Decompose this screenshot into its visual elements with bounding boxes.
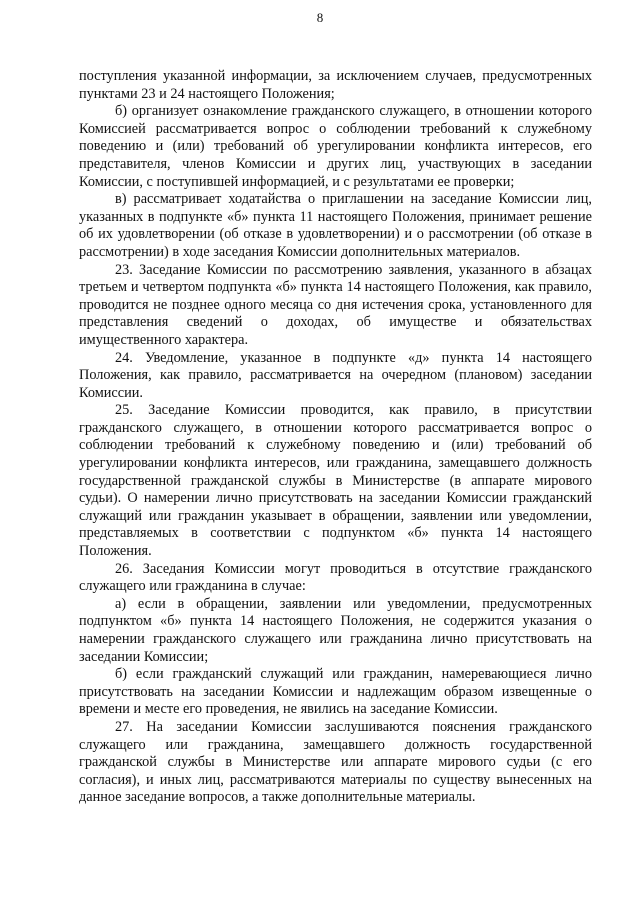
- paragraph-26: 26. Заседания Комиссии могут проводиться в отсутствие гражданского служащего или гражданина в случае:: [79, 560, 592, 595]
- document-body: [79, 68, 592, 807]
- paragraph-22v: в) рассматривает ходатайства о приглашении на заседание Комиссии лиц, указанных в подпункте «б» пункта 11 настоящего Положения, принимает решение об их удовлетворении (об отказе в удовлетворении) и о рассмотрении (об отказе в рассмотрении) в ходе заседания Комиссии дополнительных материалов.: [79, 191, 592, 260]
- paragraph-26b: б) если гражданский служащий или гражданин, намеревающиеся лично присутствовать на заседании Комиссии и надлежащим образом извещенные о времени и месте его проведения, не явились на заседание Комиссии.: [79, 666, 592, 718]
- page-number: 8: [316, 10, 324, 25]
- paragraph-23: 23. Заседание Комиссии по рассмотрению заявления, указанного в абзацах третьем и четвертом подпункта «б» пункта 14 настоящего Положения, как правило, проводится не позднее одного месяца со дня истечения срока, установленного для представления сведений о доходах, об имуществе и обязательствах имущественного характера.: [79, 261, 592, 348]
- paragraph-24: 24. Уведомление, указанное в подпункте «д» пункта 14 настоящего Положения, как правило, рассматривается на очередном (плановом) заседании Комиссии.: [79, 349, 592, 401]
- paragraph-continuation: поступления указанной информации, за исключением случаев, предусмотренных пунктами 23 и 24 настоящего Положения;: [79, 68, 592, 102]
- paragraph-27: 27. На заседании Комиссии заслушиваются пояснения гражданского служащего или гражданина, замещавшего должность государственной гражданской службы в Министерстве или аппарате мирового судьи (с его согласия), и иных лиц, рассматриваются материалы по существу вынесенных на данное заседание вопросов, а также дополнительные материалы.: [79, 718, 592, 806]
- paragraph-22b: б) организует ознакомление гражданского служащего, в отношении которого Комиссией рассматривается вопрос о соблюдении требований к служебному поведению и (или) требований об урегулировании конфликта интересов, его представителя, членов Комиссии и других лиц, участвующих в заседании Комиссии, с поступившей информацией, и с результатами ее проверки;: [79, 103, 592, 190]
- paragraph-25: 25. Заседание Комиссии проводится, как правило, в присутствии гражданского служащего, в отношении которого рассматривается вопрос о соблюдении требований к служебному поведению и (или) требований об урегулировании конфликта интересов, или гражданина, замещавшего должность государственной гражданской службы в Министерстве (в аппарате мирового судьи). О намерении лично присутствовать на заседании Комиссии гражданский служащий или гражданин указывает в обращении, заявлении или уведомлении, представляемых в соответствии с подпунктом «б» пункта 14 настоящего Положения.: [79, 402, 592, 560]
- paragraph-26a: а) если в обращении, заявлении или уведомлении, предусмотренных подпунктом «б» пункта 14 настоящего Положения, не содержится указания о намерении гражданского служащего или гражданина лично присутствовать на заседании Комиссии;: [79, 595, 592, 665]
